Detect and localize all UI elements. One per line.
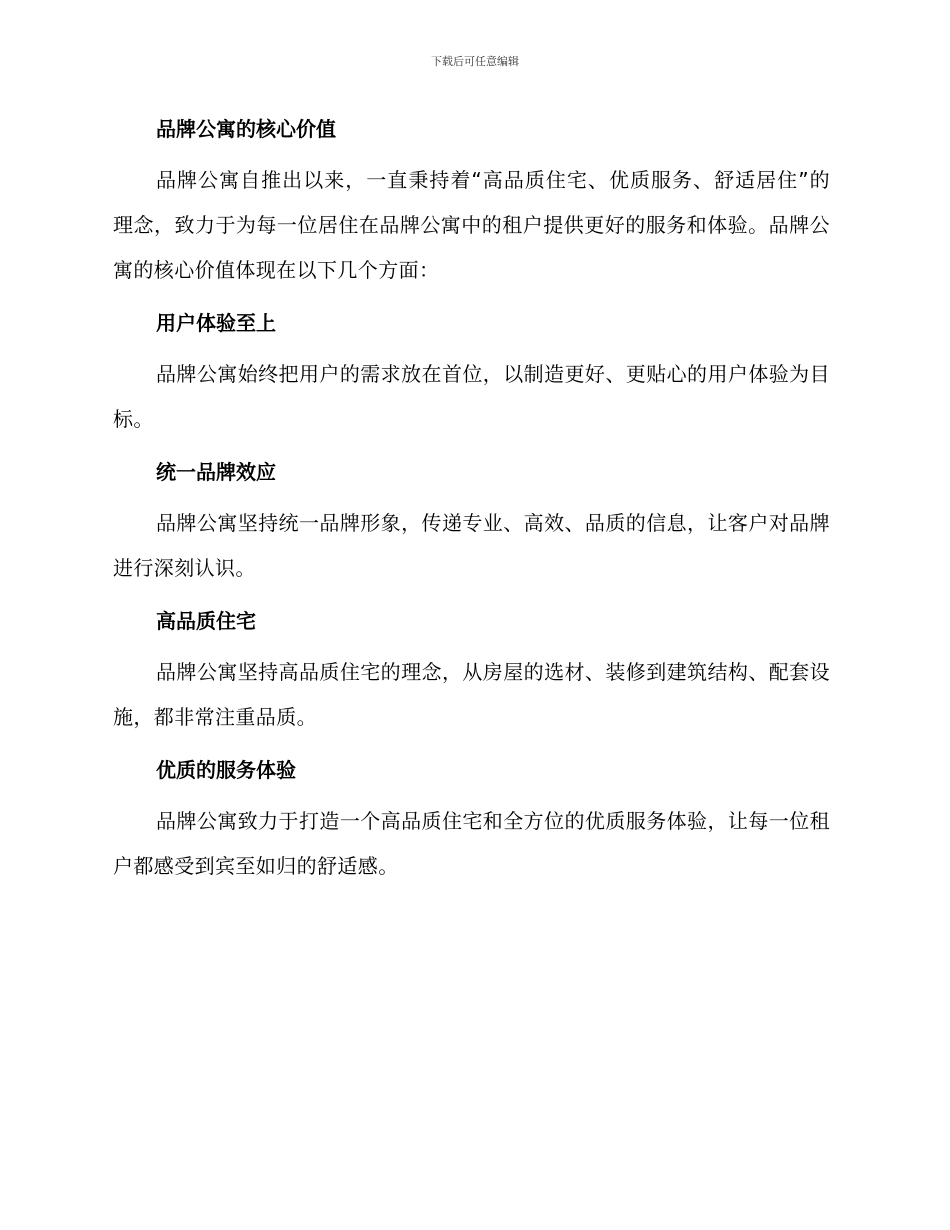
section-body-user-experience: 品牌公寓始终把用户的需求放在首位，以制造更好、更贴心的用户体验为目标。 (113, 362, 830, 431)
section-body-core-value: 品牌公寓自推出以来，一直秉持着“高品质住宅、优质服务、舒适居住”的理念，致力于为每一位居住在品牌公寓中的租户提供更好的服务和体验。品牌公寓的核心价值体现在以下几个方面： (113, 168, 830, 282)
section-heading-user-experience: 用户体验至上 (156, 311, 276, 335)
header-note: 下载后可任意编辑 (431, 55, 519, 68)
section-body-service-experience: 品牌公寓致力于打造一个高品质住宅和全方位的优质服务体验，让每一位租户都感受到宾至如归的舒适感。 (113, 809, 830, 878)
section-heading-brand-effect: 统一品牌效应 (156, 460, 276, 484)
section-heading-quality-housing: 高品质住宅 (156, 609, 256, 633)
section-heading-service-experience: 优质的服务体验 (156, 758, 296, 782)
document-content (113, 112, 830, 889)
section-heading-core-value: 品牌公寓的核心价值 (156, 117, 336, 141)
section-body-brand-effect: 品牌公寓坚持统一品牌形象，传递专业、高效、品质的信息，让客户对品牌进行深刻认识。 (113, 511, 830, 580)
section-body-quality-housing: 品牌公寓坚持高品质住宅的理念，从房屋的选材、装修到建筑结构、配套设施，都非常注重品质。 (113, 660, 830, 729)
